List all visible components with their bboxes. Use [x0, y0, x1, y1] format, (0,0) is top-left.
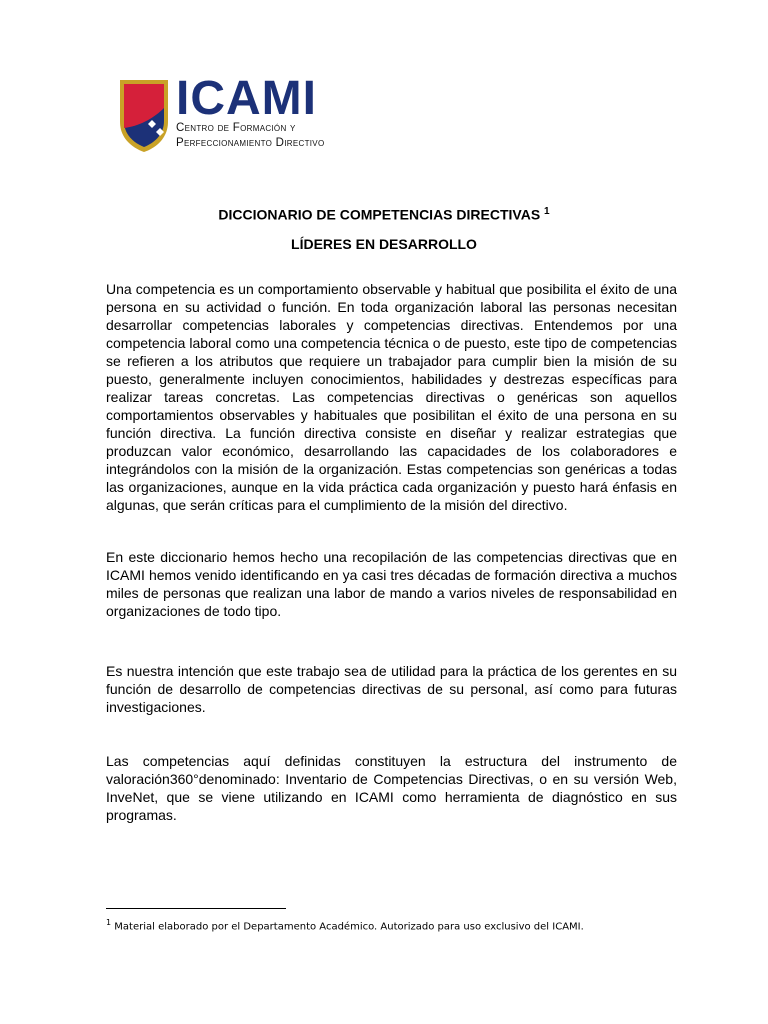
paragraph-3: Es nuestra intención que este trabajo sea de utilidad para la práctica de los gerentes en su función de desarrollo de competencias directivas de su personal, así como para futuras investigaciones. — [106, 663, 677, 715]
title-footnote-ref: 1 — [544, 206, 550, 217]
logo-tagline-1: Centro de Formación y — [176, 122, 296, 134]
document-subtitle: LÍDERES EN DESARROLLO — [291, 236, 477, 252]
document-title — [0, 206, 768, 223]
document-title-text: DICCIONARIO DE COMPETENCIAS DIRECTIVAS — [218, 206, 541, 223]
paragraph-2: En este diccionario hemos hecho una recopilación de las competencias directivas que en ICAMI hemos venido identificando en ya casi tres décadas de formación directiva a muchos miles de personas que realizan una labor de mando a varios niveles de responsabilidad en organizaciones de todo tipo. — [106, 549, 677, 619]
logo-tagline-2: Perfeccionamiento Directivo — [176, 137, 325, 149]
footnote-divider — [106, 908, 286, 909]
footnote — [106, 918, 584, 932]
footnote-ref: 1 — [106, 918, 112, 927]
footnote-text: Material elaborado por el Departamento Académico. Autorizado para uso exclusivo del ICAMI. — [111, 921, 584, 933]
paragraph-4: Las competencias aquí definidas constituyen la estructura del instrumento de valoración360°denominado: Inventario de Competencias Directivas, o en su versión Web, InveNet, que se viene utilizando en ICAMI como herramienta de diagnóstico en sus programas. — [106, 753, 677, 823]
shield-emblem-icon — [118, 78, 170, 154]
paragraph-1: Una competencia es un comportamiento observable y habitual que posibilita el éxito de una persona en su actividad o función. En toda organización laboral las personas necesitan desarrollar competencias laborales y competencias directivas. Entendemos por una competencia laboral como una competencia técnica o de puesto, este tipo de competencias se refieren a los atributos que requiere un trabajador para cumplir bien la misión de su puesto, generalmente incluyen conocimientos, habilidades y destrezas específicas para realizar tareas concretas. Las competencias directivas o genéricas son aquellos comportamientos observables y habituales que posibilitan el éxito de una persona en su función directiva. La función directiva consiste en diseñar y realizar estrategias que produzcan valor económico, desarrollando las capacidades de los colaboradores e integrándolos con la misión de la organización. Estas competencias son genéricas a todas las organizaciones, aunque en la vida práctica cada organización y puesto hará énfasis en algunas, que serán críticas para el cumplimiento de la misión del directivo. — [106, 281, 677, 513]
icami-logo — [118, 72, 325, 154]
logo-brand: ICAMI — [176, 72, 317, 125]
